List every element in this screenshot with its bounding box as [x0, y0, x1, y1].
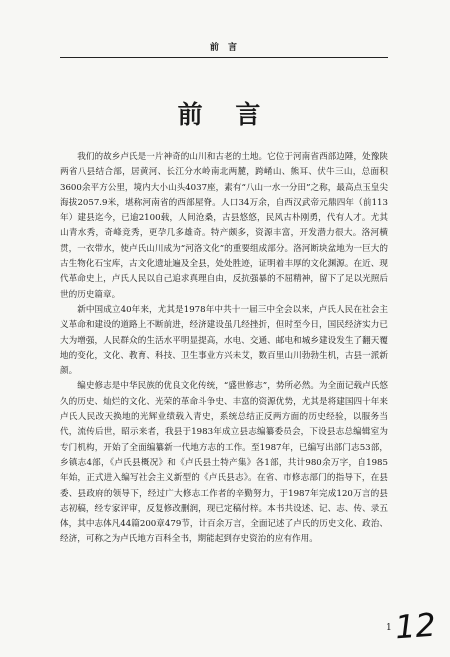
page-title: 前 言	[177, 100, 273, 129]
body-text	[60, 150, 388, 548]
handwritten-page-mark: 12	[393, 605, 437, 647]
paragraph-3: 编史修志是中华民族的优良文化传统，“盛世修志”，势所必然。为全面记载卢氏悠久的历史、灿烂的文化、光荣的革命斗争史、丰富的资源优势，尤其是将建国四十年来卢氏人民改天换地的光辉业绩载入青史，系统总结正反两方面的历史经验，以服务当代，流传后世，昭示来者，我县于1983年成立县志编纂委员会，下设县志总编辑室为专门机构，开始了全面编纂新一代地方志的工作。至1987年，已编写出部门志53部，乡镇志4部，《卢氏县概况》和《卢氏县土特产集》各1部，共计980余万字，自1985年始，正式进入编写社会主义新型的《卢氏县志》。在省、市修志部门的指导下，在县委、县政府的领导下，经过广大修志工作者的辛勤努力，于1987年完成120万言的县志初稿，经专家评审，反复修改删润，现已定稿付梓。本书共设述、记、志、传、录五体，其中志体凡44篇200章479节，计百余万言，全面记述了卢氏的历史文化、政治、经济，可称之为卢氏地方百科全书，期能起到存史资治的应有作用。	[60, 381, 388, 545]
paragraph-2: 新中国成立40年来，尤其是1978年中共十一届三中全会以来，卢氏人民在社会主义革命和建设的道路上不断前进，经济建设虽几经挫折，但时至今日，国民经济实力已大为增强，人民群众的生活水平明显提高，水电、交通、邮电和城乡建设发生了翻天覆地的变化，文化、教育、科技、卫生事业方兴未艾，数百里山川勃勃生机，古县一派新颜。	[60, 304, 388, 377]
header-rule	[60, 57, 388, 58]
paragraph-1: 我们的故乡卢氏是一片神奇的山川和古老的土地。它位于河南省西部边陲，处豫陕两省八县结合部，居黄河、长江分水岭南北两麓，跨崤山、熊耳、伏牛三山，总面积3600余平方公里，境内大小山头4037座，素有“八山一水一分田”之称，最高点玉皇尖海拔2057.9米，堪称河南省的西部屋脊。人口34万余，自西汉武帝元鼎四年（前113年）建县迄今，已逾2100载，人间沧桑，古县悠悠，民风古朴刚勇，代有人才。尤其山青水秀，奇峰竞秀，更孕几多雄奇。特产颇多，资源丰富，开发潜力很大。洛河横贯，一衣带水，使卢氏山川成为“河洛文化”的重要组成部分。洛河断块盆地为一巨大的古生物化石宝库，古文化遗址遍及全县，处处胜迹，证明着丰厚的文化渊源。在近、现代革命史上，卢氏人民以自己追求真理自由，反抗强暴的不屈精神，留下了足以光照后世的历史篇章。	[60, 152, 388, 300]
page-number: 1	[386, 623, 392, 633]
running-head: 前 言	[209, 43, 241, 53]
